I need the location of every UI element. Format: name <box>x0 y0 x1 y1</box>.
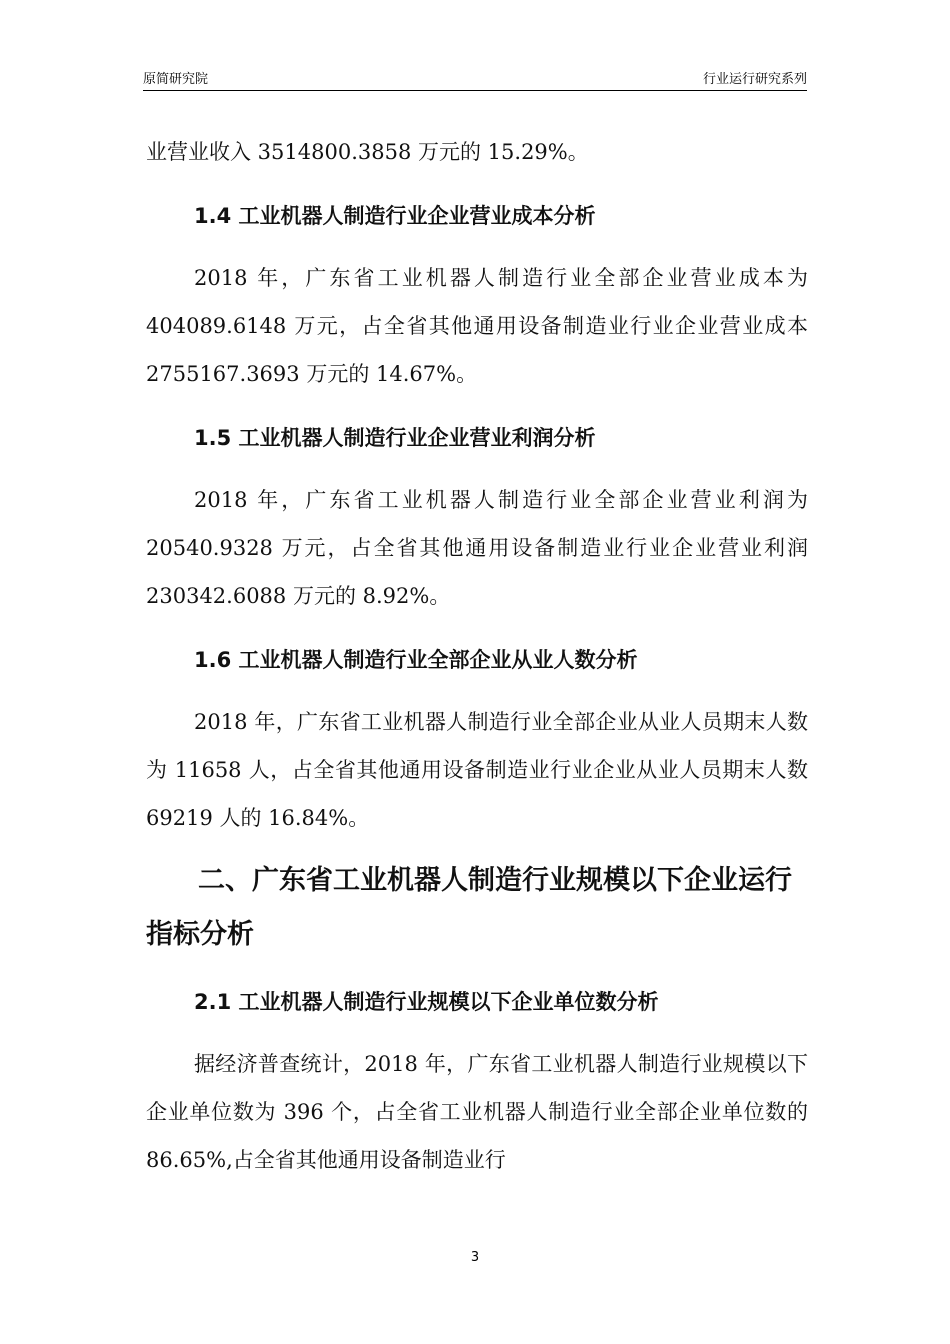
section-heading-1-4: 1.4 工业机器人制造行业企业营业成本分析 <box>194 204 596 228</box>
section-heading-1-5: 1.5 工业机器人制造行业企业营业利润分析 <box>194 426 596 450</box>
section-heading-1-6: 1.6 工业机器人制造行业全部企业从业人数分析 <box>194 648 638 672</box>
document-body <box>146 128 808 1184</box>
section-heading-2-1: 2.1 工业机器人制造行业规模以下企业单位数分析 <box>194 990 659 1014</box>
page-number: 3 <box>470 1250 480 1265</box>
paragraph-2-1: 据经济普查统计，2018 年，广东省工业机器人制造行业规模以下企业单位数为 396 个，占全省工业机器人制造行业全部企业单位数的 86.65%,占全省其他通用设备制造业行 <box>146 1052 808 1172</box>
header-series-name: 行业运行研究系列 <box>702 72 807 87</box>
page-header <box>143 66 807 91</box>
chapter-heading-2: 二、广东省工业机器人制造行业规模以下企业运行指标分析 <box>146 865 792 950</box>
paragraph-1-4: 2018 年，广东省工业机器人制造行业全部企业营业成本为 404089.6148 万元，占全省其他通用设备制造业行业企业营业成本 2755167.3693 万元的 14.67%。 <box>146 266 808 386</box>
paragraph-1-5: 2018 年，广东省工业机器人制造行业全部企业营业利润为 20540.9328 万元，占全省其他通用设备制造业行业企业营业利润 230342.6088 万元的 8.92%。 <box>146 488 808 608</box>
paragraph-1-6: 2018 年，广东省工业机器人制造行业全部企业从业人员期末人数为 11658 人，占全省其他通用设备制造业行业企业从业人员期末人数 69219 人的 16.84%。 <box>146 710 808 830</box>
paragraph-continued: 业营业收入 3514800.3858 万元的 15.29%。 <box>146 140 589 164</box>
header-org-name: 原简研究院 <box>143 72 209 87</box>
